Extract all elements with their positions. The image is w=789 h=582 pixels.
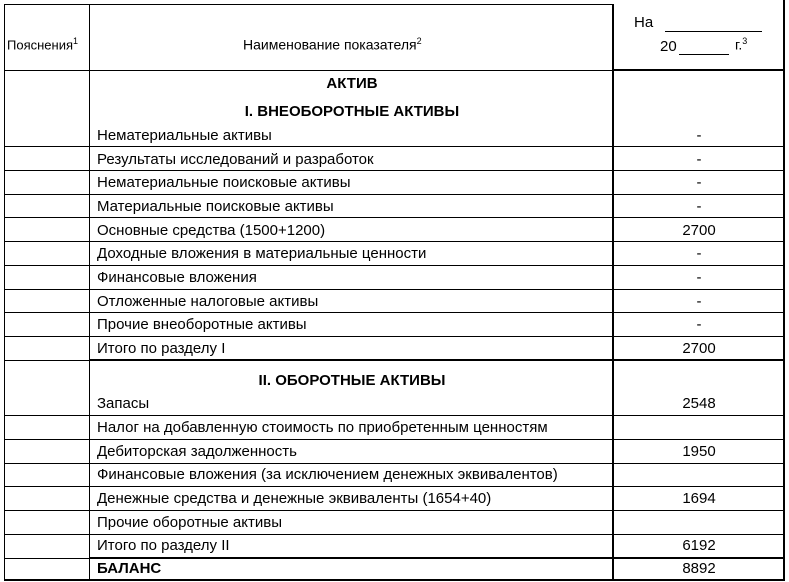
- section-vneoborotnye-title: I. ВНЕОБОРОТНЫЕ АКТИВЫ: [244, 103, 460, 120]
- date-year-prefix: 20: [660, 38, 677, 55]
- row-label-financial-investments-current: Финансовые вложения (за исключением денежных эквивалентов): [97, 466, 558, 483]
- value-column-right-border: [783, 0, 785, 580]
- row-value-income-investments: -: [696, 245, 702, 262]
- name-header-footnote: 2: [416, 36, 422, 46]
- row-label-research-results: Результаты исследований и разработок: [97, 151, 374, 168]
- row-value-fixed-assets: 2700: [682, 222, 716, 239]
- row-divider: [4, 336, 785, 337]
- row-value-inventories: 2548: [682, 395, 716, 412]
- date-year-suffix: [735, 37, 747, 52]
- row-label-income-investments: Доходные вложения в материальные ценности: [97, 245, 427, 262]
- table-bottom-border: [4, 579, 785, 581]
- row-divider: [4, 534, 785, 535]
- row-label-total-section-1: Итого по разделу I: [97, 340, 226, 357]
- row-label-receivables: Дебиторская задолженность: [97, 443, 297, 460]
- row-value-intangible-assets: -: [696, 127, 702, 144]
- date-header-prefix: На: [634, 14, 654, 31]
- row-divider: [4, 463, 785, 464]
- row-value-tangible-exploration: -: [696, 198, 702, 215]
- row-label-inventories: Запасы: [97, 395, 150, 412]
- row-value-total-section-1: 2700: [682, 340, 716, 357]
- row-label-tangible-exploration: Материальные поисковые активы: [97, 198, 334, 215]
- row-divider: [4, 510, 785, 511]
- row-divider: [4, 217, 785, 218]
- date-header-footnote: 3: [742, 36, 748, 46]
- section-total-divider: [4, 360, 90, 361]
- row-value-research-results: -: [696, 151, 702, 168]
- table-left-border: [4, 4, 5, 580]
- row-label-deferred-tax-assets: Отложенные налоговые активы: [97, 293, 319, 310]
- date-blank-line: [665, 31, 762, 32]
- notes-column-divider: [89, 4, 90, 580]
- row-divider: [4, 146, 785, 147]
- value-header-bottom: [612, 69, 785, 71]
- row-divider-thick: [89, 557, 785, 559]
- row-value-intangible-exploration: -: [696, 174, 702, 191]
- section-total-divider: [89, 359, 785, 361]
- row-divider: [4, 170, 785, 171]
- row-value-cash: 1694: [682, 490, 716, 507]
- row-value-total-section-2: 6192: [682, 537, 716, 554]
- row-value-other-noncurrent: -: [696, 316, 702, 333]
- row-label-total-section-2: Итого по разделу II: [97, 537, 230, 554]
- name-column-header: [243, 37, 422, 52]
- notes-header-footnote: 1: [73, 36, 79, 46]
- row-label-balance: БАЛАНС: [97, 560, 162, 577]
- row-divider: [4, 415, 785, 416]
- row-value-deferred-tax-assets: -: [696, 293, 702, 310]
- notes-column-header: [7, 37, 78, 51]
- section-oborotnye-title: II. ОБОРОТНЫЕ АКТИВЫ: [258, 372, 446, 389]
- row-divider: [4, 241, 785, 242]
- row-divider: [4, 439, 785, 440]
- row-value-financial-investments: -: [696, 269, 702, 286]
- row-divider: [4, 265, 785, 266]
- row-label-vat: Налог на добавленную стоимость по приобретенным ценностям: [97, 419, 548, 436]
- row-label-fixed-assets: Основные средства (1500+1200): [97, 222, 326, 239]
- row-divider: [4, 558, 90, 559]
- row-label-intangible-assets: Нематериальные активы: [97, 127, 272, 144]
- year-suffix-label: г.: [735, 36, 743, 53]
- row-divider: [4, 486, 785, 487]
- section-aktiv-title: АКТИВ: [326, 75, 378, 92]
- value-column-left-border: [612, 4, 614, 580]
- row-divider: [4, 194, 785, 195]
- row-divider: [4, 312, 785, 313]
- row-label-other-current: Прочие оборотные активы: [97, 514, 282, 531]
- notes-header-label: Пояснения: [7, 37, 74, 53]
- table-top-border: [4, 4, 613, 5]
- row-divider: [4, 289, 785, 290]
- row-label-cash: Денежные средства и денежные эквиваленты (1654+40): [97, 490, 492, 507]
- row-label-other-noncurrent: Прочие внеоборотные активы: [97, 316, 307, 333]
- row-label-intangible-exploration: Нематериальные поисковые активы: [97, 174, 351, 191]
- year-blank-line: [679, 54, 729, 55]
- row-label-financial-investments: Финансовые вложения: [97, 269, 257, 286]
- name-header-label: Наименование показателя: [243, 36, 417, 53]
- row-value-receivables: 1950: [682, 443, 716, 460]
- row-value-balance: 8892: [682, 560, 716, 577]
